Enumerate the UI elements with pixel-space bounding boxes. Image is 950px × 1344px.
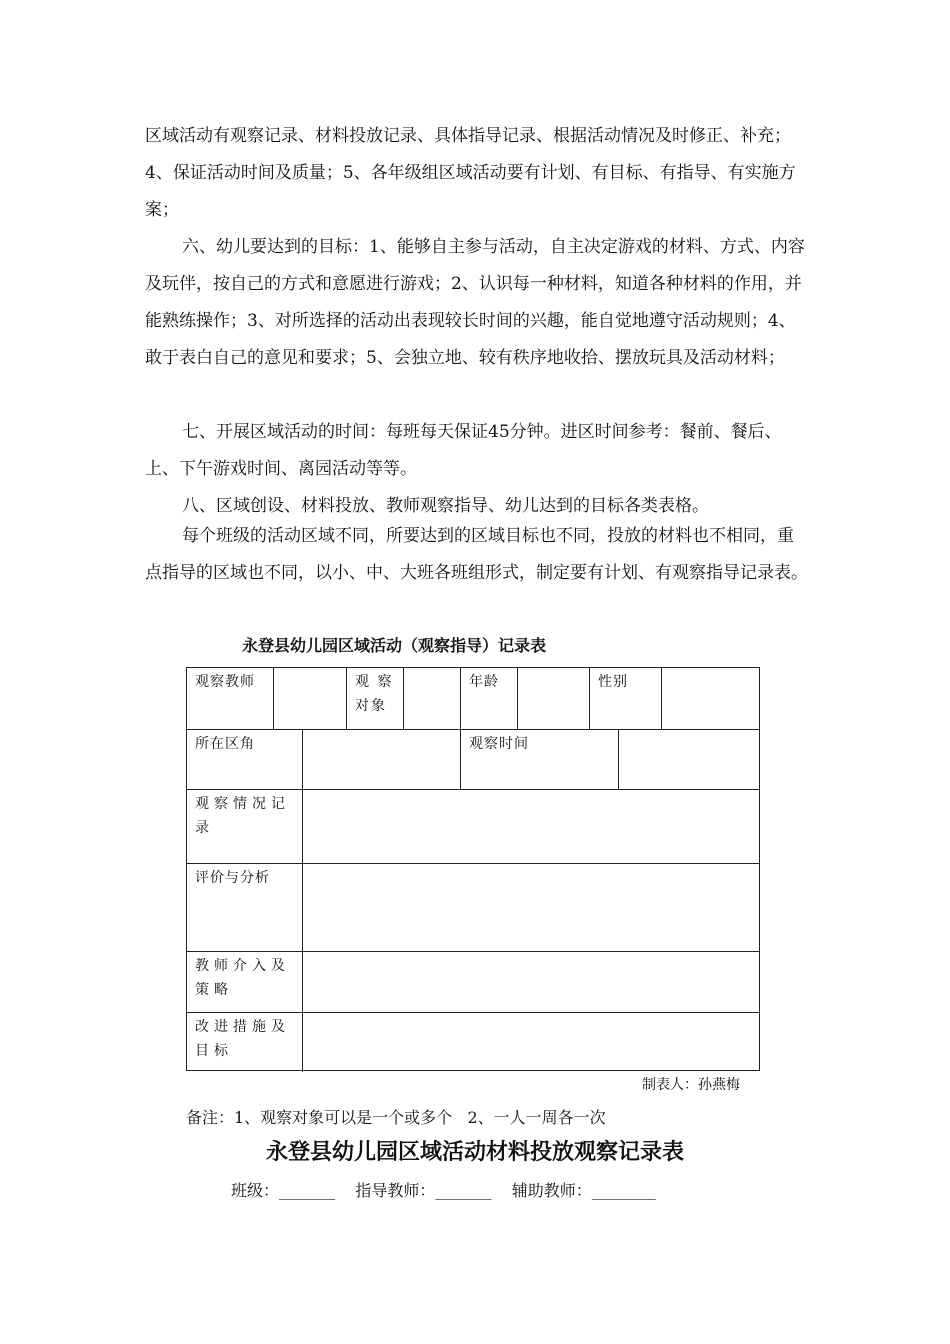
observation-table-title: 永登县幼儿园区域活动（观察指导）记录表: [242, 636, 547, 655]
age-label-cell: 年龄: [461, 668, 518, 729]
time-label-cell: 观察时间: [461, 730, 619, 789]
intervention-label-cell: 教师介入及策略: [187, 952, 303, 1012]
subject-value-cell[interactable]: [404, 668, 461, 729]
area-value-cell[interactable]: [303, 730, 461, 789]
table-note: 备注：1、观察对象可以是一个或多个 2、一人一周各一次: [186, 1108, 606, 1127]
gender-value-cell[interactable]: [662, 668, 761, 729]
material-table-fields: 班级：_______ 指导教师：_______ 辅助教师：________: [231, 1181, 656, 1200]
paragraph-forms: 八、区域创设、材料投放、教师观察指导、幼儿达到的目标各类表格。: [182, 496, 709, 516]
table-row: [187, 790, 759, 864]
time-value-cell[interactable]: [619, 730, 761, 789]
intervention-value-cell[interactable]: [303, 952, 761, 1012]
gender-label-cell: 性别: [590, 668, 662, 729]
evaluation-value-cell[interactable]: [303, 864, 761, 951]
age-value-cell[interactable]: [518, 668, 590, 729]
material-table-title: 永登县幼儿园区域活动材料投放观察记录表: [265, 1139, 684, 1165]
evaluation-label-cell: 评价与分析: [187, 864, 303, 951]
record-label-cell: 观察情况记录: [187, 790, 303, 863]
record-value-cell[interactable]: [303, 790, 761, 863]
paragraph-class-areas: 每个班级的活动区域不同，所要达到的区域目标也不同，投放的材料也不相同，重点指导的区域也不同，以小、中、大班各班组形式，制定要有计划、有观察指导记录表。: [145, 526, 808, 583]
observation-record-table: [186, 667, 760, 1071]
table-maker: 制表人：孙燕梅: [642, 1077, 740, 1093]
table-row: [187, 864, 759, 952]
table-row: [187, 1013, 759, 1072]
paragraph-child-goals: 六、幼儿要达到的目标：1、能够自主参与活动，自主决定游戏的材料、方式、内容及玩伴，按自己的方式和意愿进行游戏；2、认识每一种材料，知道各种材料的作用，并能熟练操作；3、对所选择的活动出表现较长时间的兴趣，能自觉地遵守活动规则；4、敢于表白自己的意见和要求；5、会独立地、较有秩序地收拾、摆放玩具及活动材料；: [145, 237, 805, 368]
paragraph-record-requirements: 区域活动有观察记录、材料投放记录、具体指导记录、根据活动情况及时修正、补充；4、保证活动时间及质量；5、各年级组区域活动要有计划、有目标、有指导、有实施方案；: [145, 126, 796, 220]
subject-label-cell: 观 察 对象: [347, 668, 404, 729]
teacher-label-cell: 观察教师: [187, 668, 274, 729]
table-row: [187, 952, 759, 1013]
paragraph-activity-time: 七、开展区域活动的时间：每班每天保证45分钟。进区时间参考：餐前、餐后、上、下午游戏时间、离园活动等等。: [145, 422, 782, 479]
teacher-value-cell[interactable]: [274, 668, 347, 729]
table-row: [187, 668, 759, 730]
improvement-value-cell[interactable]: [303, 1013, 761, 1072]
improvement-label-cell: 改进措施及目标: [187, 1013, 303, 1072]
table-row: [187, 730, 759, 790]
area-label-cell: 所在区角: [187, 730, 303, 789]
